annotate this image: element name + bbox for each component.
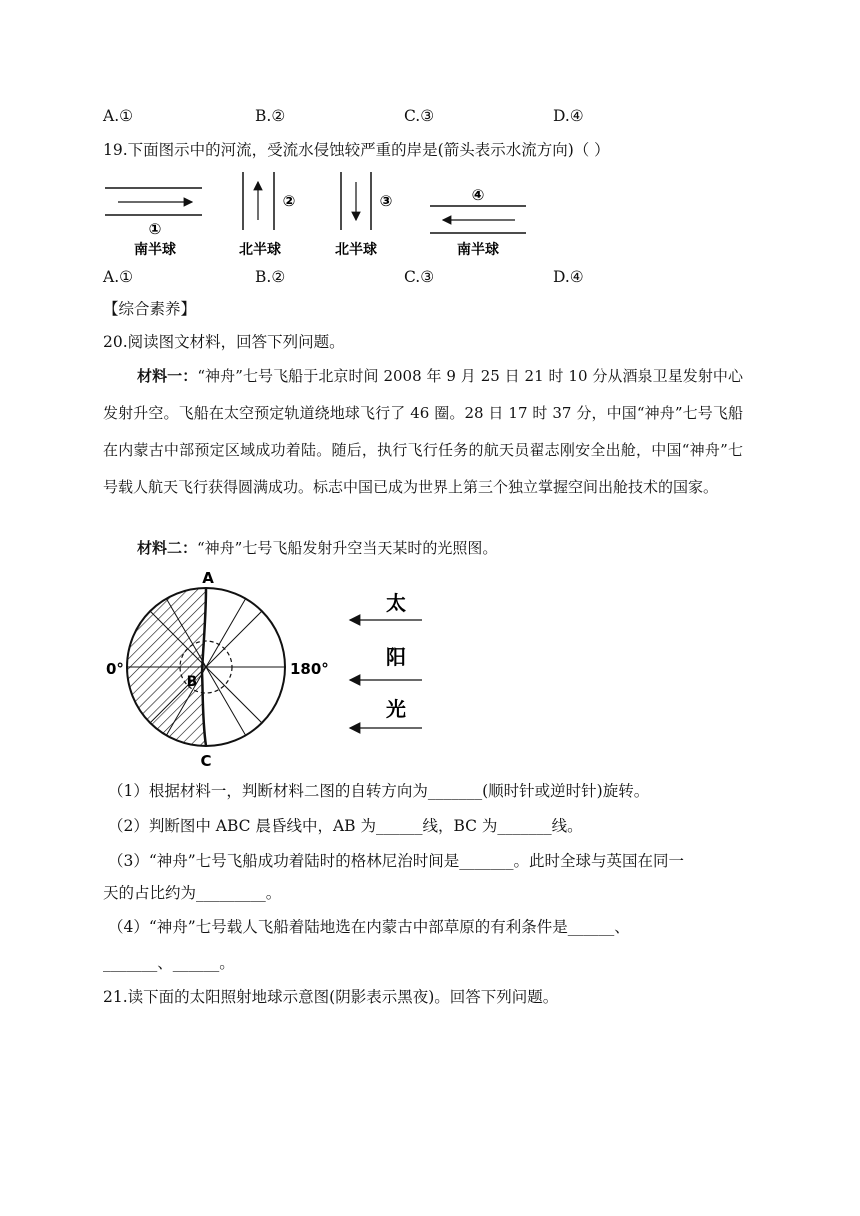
figure-hemisphere-4: 南半球 [457, 242, 499, 258]
q19-option-c: C.③ [404, 268, 435, 286]
river-figure-3 [335, 172, 392, 258]
q20-sub2: （2）判断图中 ABC 晨昏线中，AB 为______线，BC 为_______线。 [108, 817, 583, 835]
q19-question: 19.下面图示中的河流，受流水侵蚀较严重的岸是(箭头表示水流方向)（ ） [103, 141, 610, 159]
q20-sub1: （1）根据材料一，判断材料二图的自转方向为_______(顺时针或逆时针)旋转。 [108, 782, 650, 800]
label-c: C [200, 752, 212, 770]
q19-option-d: D.④ [553, 268, 584, 286]
sun-char-1: 太 [386, 591, 406, 615]
material2-text: “神舟”七号飞船发射升空当天某时的光照图。 [197, 539, 498, 557]
river-diagrams [100, 168, 540, 260]
river-figure-4 [430, 186, 526, 258]
river-figure-1 [105, 188, 202, 258]
figure-number-3: ③ [379, 192, 393, 210]
figure-hemisphere-2: 北半球 [239, 242, 281, 258]
sun-char-2: 阳 [386, 645, 406, 669]
q18-option-d: D.④ [553, 107, 584, 125]
label-0-degree: 0° [106, 660, 124, 678]
q19-option-a: A.① [103, 268, 134, 286]
figure-number-4: ④ [471, 186, 485, 204]
q20-sub4-line1: （4）“神舟”七号载人飞船着陆地选在内蒙古中部草原的有利条件是______、 [108, 918, 630, 936]
figure-hemisphere-3: 北半球 [335, 242, 377, 258]
illumination-diagram [100, 568, 440, 770]
figure-hemisphere-1: 南半球 [134, 242, 176, 258]
figure-number-1: ① [148, 220, 162, 238]
q18-option-c: C.③ [404, 107, 435, 125]
sun-char-3: 光 [386, 697, 406, 721]
q20-title: 20.阅读图文材料，回答下列问题。 [103, 333, 345, 351]
material1-text: “神舟”七号飞船于北京时间 2008 年 9 月 25 日 21 时 10 分从酒泉卫星发射中心发射升空。飞船在太空预定轨道绕地球飞行了 46 圈。28 日 17 时 37 分，中国“神舟”七号飞船在内蒙古中部预定区域成功着陆。随后，执行飞行任务的航天员翟志刚安全出舱，中国“神舟”七号载人航天飞行获得圆满成功。标志中国已成为世界上第三个独立掌握空间出舱技术的国家。 [103, 367, 743, 496]
q18-option-b: B.② [255, 107, 286, 125]
material2-label: 材料二： [137, 539, 198, 557]
label-b: B [186, 674, 198, 690]
section-heading: 【综合素养】 [103, 300, 197, 318]
q21-title: 21.读下面的太阳照射地球示意图(阴影表示黑夜)。回答下列问题。 [103, 988, 559, 1006]
q20-material2 [103, 530, 743, 567]
sunlight-arrows [350, 591, 422, 728]
figure-number-2: ② [282, 192, 296, 210]
q20-material1 [103, 358, 743, 506]
q20-sub4-line2: _______、______。 [103, 954, 235, 972]
q20-sub3-line2: 天的占比约为_________。 [103, 884, 282, 902]
label-180-degree: 180° [290, 660, 329, 678]
q18-option-a: A.① [103, 107, 134, 125]
label-a: A [202, 569, 214, 587]
q20-sub3-line1: （3）“神舟”七号飞船成功着陆时的格林尼治时间是_______。此时全球与英国在同一 [108, 852, 684, 870]
river-figure-2 [239, 172, 295, 258]
q19-option-b: B.② [255, 268, 286, 286]
material1-label: 材料一： [137, 367, 198, 385]
